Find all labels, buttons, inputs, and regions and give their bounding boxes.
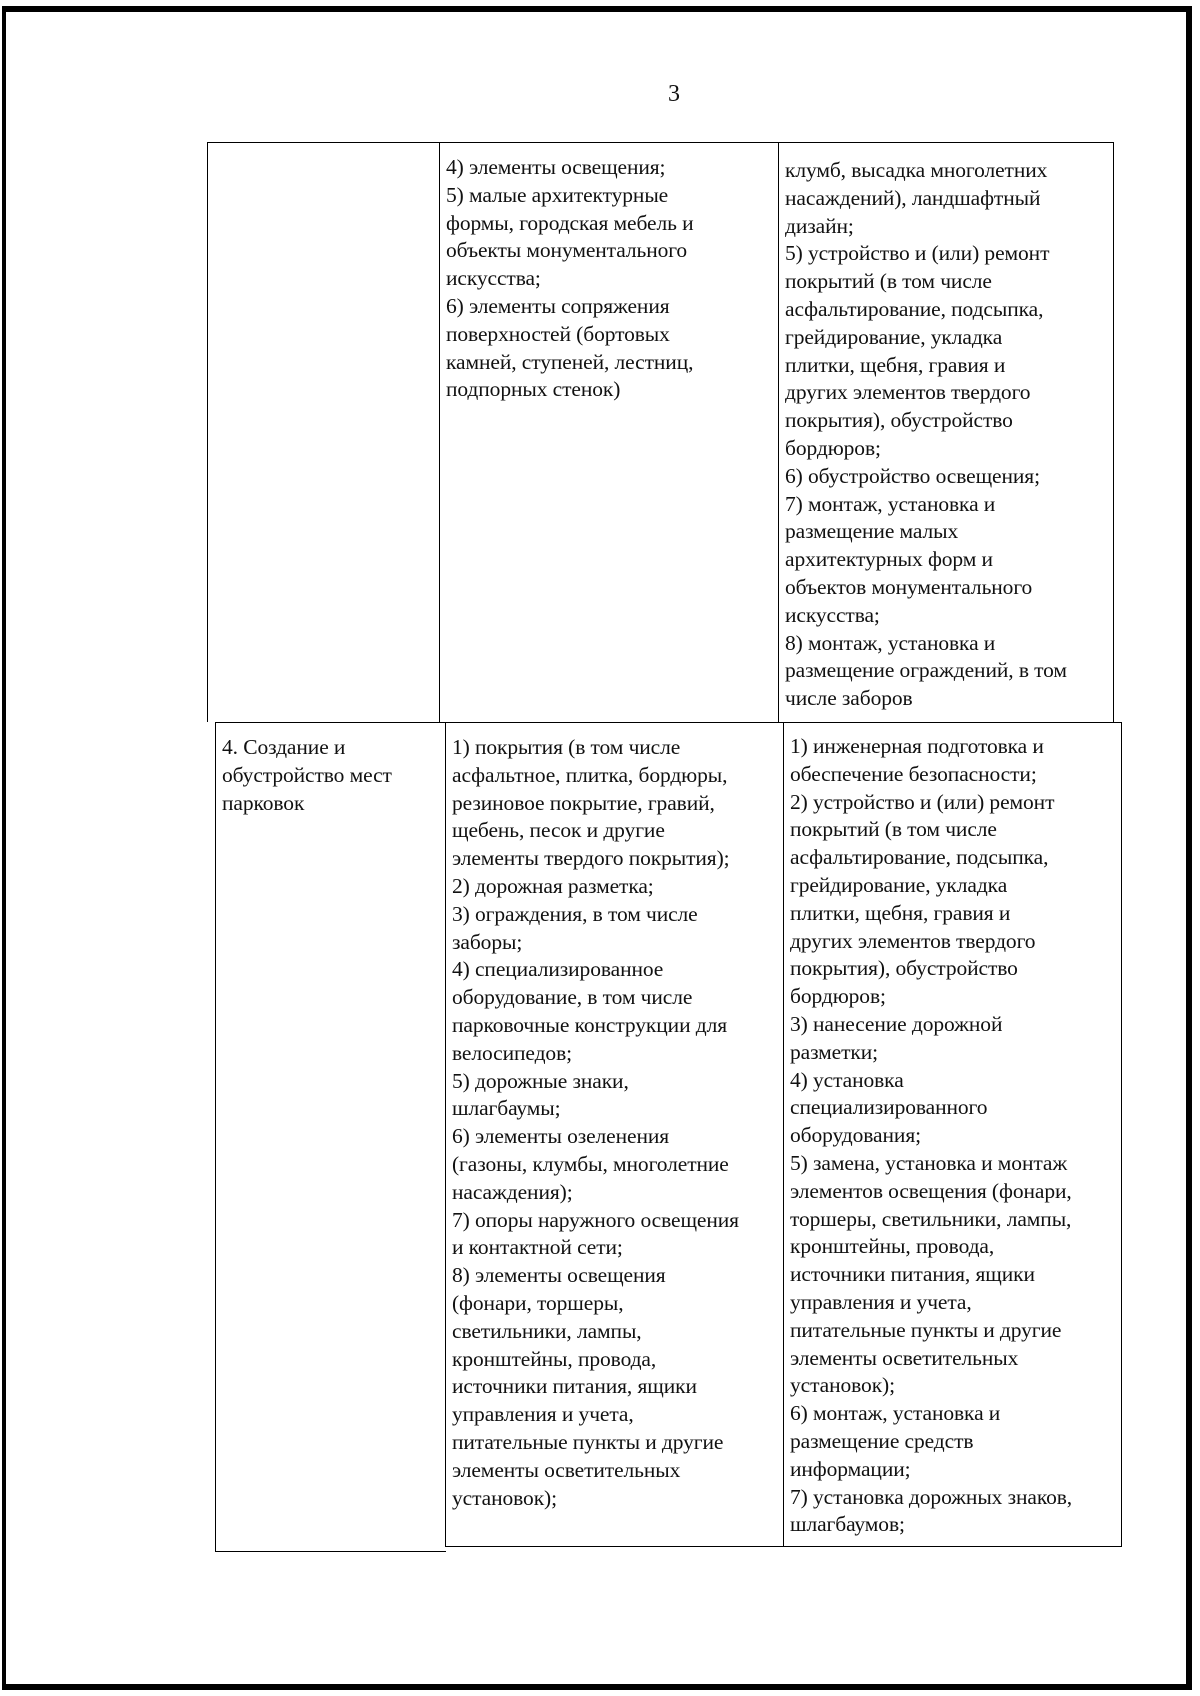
cell-text: 1) покрытия (в том числе асфальтное, плитка, бордюры, резиновое покрытие, гравий, щебень, песок и другие элементы твердого покрытия); 2) дорожная разметка; 3) ограждения, в том числе заборы; 4) специализированное оборудование, в том числе парковочные конструкции для велосипедов; 5) дорожные знаки, шлагбаумы; 6) элементы озеленения (газоны, клумбы, многолетние насаждения); 7) опоры наружного освещения и контактной сети; 8) элементы освещения (фонари, торшеры, светильники, лампы, кронштейны, провода, источники питания, ящики управления и учета, питательные пункты и другие элементы осветительных установок); xyxy=(452,735,739,1510)
cell-text: 4. Создание и обустройство мест парковок xyxy=(222,735,392,815)
cell-text: 1) инженерная подготовка и обеспечение безопасности; 2) устройство и (или) ремонт покрытий (в том числе асфальтирование, подсыпка, грейдирование, укладка плитки, щебня, гравия и других элементов твердого покрытия), обустройство бордюров; 3) нанесение дорожной разметки; 4) установка специализированного оборудования; 5) замена, установка и монтаж элементов освещения (фонари, торшеры, светильники, лампы, кронштейны, провода, источники питания, ящики управления и учета, питательные пункты и другие элементы осветительных установок); 6) монтаж, установка и размещение средств информации; 7) установка дорожных знаков, шлагбаумов; xyxy=(790,734,1073,1537)
cell-text: 4) элементы освещения; 5) малые архитектурные формы, городская мебель и объекты монументального искусства; 6) элементы сопряжения поверхностей (бортовых камней, ступеней, лестниц, подпорных стенок) xyxy=(446,155,694,402)
cell-text: клумб, высадка многолетних насаждений), ландшафтный дизайн; 5) устройство и (или) ремонт покрытий (в том числе асфальтирование, подсыпка, грейдирование, укладка плитки, щебня, гравия и других элементов твердого покрытия), обустройство бордюров; 6) обустройство освещения; 7) монтаж, установка и размещение малых архитектурных форм и объектов монументального искусства; 8) монтаж, установка и размещение ограждений, в том числе заборов xyxy=(785,158,1067,711)
table-cell xyxy=(439,142,778,722)
table-cell xyxy=(445,722,783,1547)
table-cell xyxy=(215,722,446,1552)
table-cell xyxy=(783,722,1122,1547)
table-cell xyxy=(778,142,1114,722)
page-number: 3 xyxy=(668,81,680,107)
table-cell xyxy=(207,142,439,722)
